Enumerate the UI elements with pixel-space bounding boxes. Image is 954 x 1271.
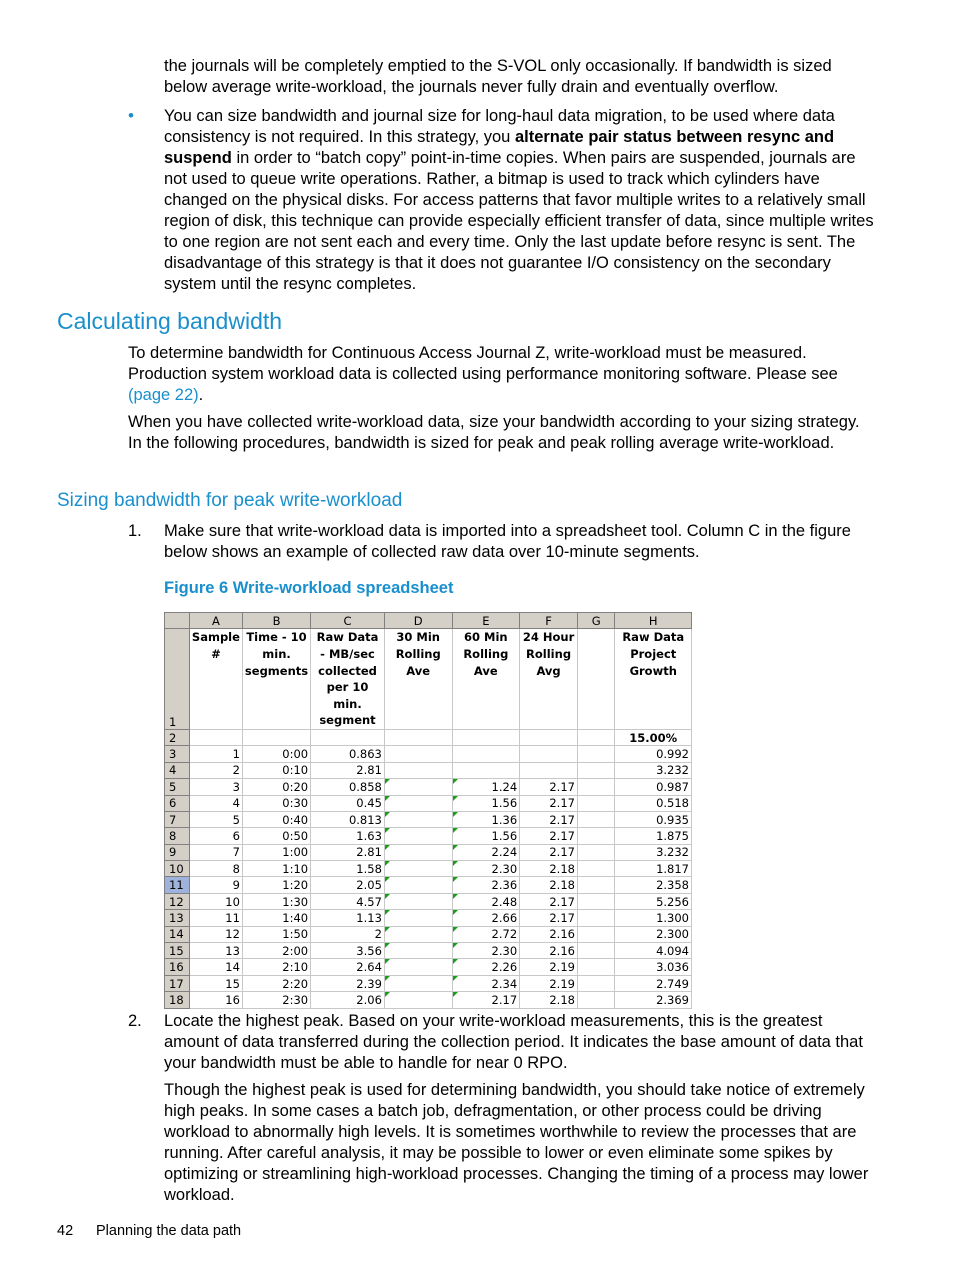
sample-cell[interactable]: 14 <box>189 959 242 975</box>
row-header[interactable]: 3 <box>165 746 190 762</box>
sample-cell[interactable]: 9 <box>189 877 242 893</box>
time-cell[interactable]: 1:30 <box>242 893 310 909</box>
rolling-30-cell[interactable] <box>384 861 452 877</box>
rolling-30-cell[interactable] <box>384 943 452 959</box>
time-cell[interactable]: 1:20 <box>242 877 310 893</box>
cell[interactable] <box>452 729 520 745</box>
sample-cell[interactable]: 4 <box>189 795 242 811</box>
rolling-60-cell[interactable]: 2.48 <box>452 893 520 909</box>
rolling-24h-cell[interactable]: 2.16 <box>520 943 578 959</box>
rolling-60-cell[interactable]: 2.36 <box>452 877 520 893</box>
table-row <box>165 811 692 827</box>
step-2-text: Locate the highest peak. Based on your write-workload measurements, this is the greatest amount of data transferred during the collection period. It indicates the base amount of data that your bandwidth must be able to handle for near 0 RPO. <box>164 1012 863 1072</box>
header-row <box>165 629 692 730</box>
sample-cell[interactable]: 11 <box>189 910 242 926</box>
sample-cell[interactable]: 15 <box>189 975 242 991</box>
time-cell[interactable]: 2:00 <box>242 943 310 959</box>
column-header[interactable]: B <box>242 613 310 629</box>
rolling-24h-cell[interactable]: 2.17 <box>520 893 578 909</box>
cell[interactable] <box>577 975 615 991</box>
cell[interactable] <box>577 861 615 877</box>
time-cell[interactable]: 1:10 <box>242 861 310 877</box>
header-cell[interactable]: 30 Min Rolling Ave <box>384 629 452 730</box>
sample-cell[interactable]: 8 <box>189 861 242 877</box>
rolling-24h-cell[interactable]: 2.18 <box>520 861 578 877</box>
footer-section-name: Planning the data path <box>96 1223 242 1239</box>
rolling-30-cell[interactable] <box>384 779 452 795</box>
column-header[interactable]: E <box>452 613 520 629</box>
row-header[interactable]: 4 <box>165 762 190 778</box>
time-cell[interactable]: 1:00 <box>242 844 310 860</box>
raw-data-cell[interactable]: 0.813 <box>311 811 385 827</box>
sample-cell[interactable]: 7 <box>189 844 242 860</box>
spreadsheet-table <box>164 612 692 1009</box>
bullet-bold-text: alternate pair status between resync and suspend <box>164 128 835 167</box>
raw-data-cell[interactable]: 0.863 <box>311 746 385 762</box>
raw-data-cell[interactable]: 1.63 <box>311 828 385 844</box>
table-row <box>165 992 692 1008</box>
time-cell[interactable]: 0:30 <box>242 795 310 811</box>
rolling-24h-cell[interactable] <box>520 762 578 778</box>
table-row <box>165 779 692 795</box>
table-row <box>165 828 692 844</box>
time-cell[interactable]: 0:20 <box>242 779 310 795</box>
subsection-heading: Sizing bandwidth for peak write-workload <box>57 490 403 511</box>
table-row <box>165 910 692 926</box>
growth-row <box>165 729 692 745</box>
sample-cell[interactable]: 3 <box>189 779 242 795</box>
row-header[interactable]: 5 <box>165 779 190 795</box>
time-cell[interactable]: 0:40 <box>242 811 310 827</box>
time-cell[interactable]: 0:50 <box>242 828 310 844</box>
rolling-60-cell[interactable]: 2.17 <box>452 992 520 1008</box>
header-cell[interactable]: Time - 10 min. segments <box>242 629 310 730</box>
growth-cell[interactable]: 1.875 <box>615 828 692 844</box>
sample-cell[interactable]: 13 <box>189 943 242 959</box>
table-row <box>165 861 692 877</box>
row-header[interactable]: 10 <box>165 861 190 877</box>
raw-data-cell[interactable]: 1.58 <box>311 861 385 877</box>
rolling-60-cell[interactable]: 1.56 <box>452 795 520 811</box>
rolling-24h-cell[interactable]: 2.17 <box>520 811 578 827</box>
header-cell[interactable]: Raw Data - MB/sec collected per 10 min. segment <box>311 629 385 730</box>
cell[interactable] <box>189 729 242 745</box>
growth-cell[interactable]: 0.992 <box>615 746 692 762</box>
rolling-24h-cell[interactable]: 2.19 <box>520 975 578 991</box>
section-heading: Calculating bandwidth <box>57 308 283 334</box>
raw-data-cell[interactable]: 2.05 <box>311 877 385 893</box>
bullet-marker: • <box>128 106 134 125</box>
rolling-30-cell[interactable] <box>384 844 452 860</box>
time-cell[interactable]: 1:50 <box>242 926 310 942</box>
rolling-24h-cell[interactable]: 2.17 <box>520 795 578 811</box>
step-1-number: 1. <box>128 522 142 540</box>
raw-data-cell[interactable]: 2.81 <box>311 844 385 860</box>
rolling-60-cell[interactable]: 2.30 <box>452 861 520 877</box>
rolling-30-cell[interactable] <box>384 877 452 893</box>
rolling-30-cell[interactable] <box>384 975 452 991</box>
rolling-60-cell[interactable]: 1.36 <box>452 811 520 827</box>
column-header[interactable]: G <box>577 613 615 629</box>
row-header[interactable]: 15 <box>165 943 190 959</box>
column-header[interactable]: D <box>384 613 452 629</box>
spreadsheet-figure <box>164 612 692 1007</box>
raw-data-cell[interactable]: 1.13 <box>311 910 385 926</box>
page-link[interactable]: (page 22) <box>128 386 199 404</box>
table-row <box>165 943 692 959</box>
rolling-30-cell[interactable] <box>384 795 452 811</box>
rolling-24h-cell[interactable]: 2.17 <box>520 779 578 795</box>
cell[interactable] <box>577 811 615 827</box>
rolling-30-cell[interactable] <box>384 746 452 762</box>
growth-cell[interactable]: 3.036 <box>615 959 692 975</box>
time-cell[interactable]: 0:10 <box>242 762 310 778</box>
rolling-60-cell[interactable]: 2.30 <box>452 943 520 959</box>
table-row <box>165 975 692 991</box>
growth-cell[interactable]: 1.817 <box>615 861 692 877</box>
cell[interactable] <box>577 926 615 942</box>
raw-data-cell[interactable]: 2.06 <box>311 992 385 1008</box>
rolling-60-cell[interactable]: 2.34 <box>452 975 520 991</box>
rolling-30-cell[interactable] <box>384 828 452 844</box>
column-header[interactable]: F <box>520 613 578 629</box>
time-cell[interactable]: 2:30 <box>242 992 310 1008</box>
rolling-24h-cell[interactable]: 2.18 <box>520 992 578 1008</box>
growth-cell[interactable]: 4.094 <box>615 943 692 959</box>
table-row <box>165 959 692 975</box>
time-cell[interactable]: 1:40 <box>242 910 310 926</box>
rolling-60-cell[interactable]: 1.24 <box>452 779 520 795</box>
table-row <box>165 746 692 762</box>
table-row <box>165 926 692 942</box>
raw-data-cell[interactable]: 0.45 <box>311 795 385 811</box>
rolling-24h-cell[interactable]: 2.19 <box>520 959 578 975</box>
bullet-text-end: in order to “batch copy” point-in-time copies. When pairs are suspended, journals are not used to queue write operations. Rather, a bitmap is used to track which cylinders have changed on the physical disks. For access patterns that favor multiple writes to a relatively small region of disk, this technique can provide especially efficient transfer of data, since multiple writes to one region are not sent each and every time. Only the last update before resync is sent. The disadvantage of this strategy is that it does not guarantee I/O consistency on the secondary system until the resync completes. <box>164 149 874 293</box>
sample-cell[interactable]: 10 <box>189 893 242 909</box>
section-para1-end: . <box>198 386 204 404</box>
cell[interactable] <box>577 844 615 860</box>
rolling-30-cell[interactable] <box>384 762 452 778</box>
cell[interactable] <box>577 893 615 909</box>
row-header[interactable]: 14 <box>165 926 190 942</box>
sample-cell[interactable]: 12 <box>189 926 242 942</box>
header-cell[interactable]: Sample # <box>189 629 242 730</box>
row-header[interactable]: 1 <box>165 629 190 730</box>
raw-data-cell[interactable]: 3.56 <box>311 943 385 959</box>
raw-data-cell[interactable]: 2.39 <box>311 975 385 991</box>
cell[interactable] <box>577 959 615 975</box>
raw-data-cell[interactable]: 2.81 <box>311 762 385 778</box>
rolling-60-cell[interactable] <box>452 746 520 762</box>
section-para1-text: To determine bandwidth for Continuous Access Journal Z, write-workload must be measured. Production system workload data is collected using performance monitoring software. Please see <box>128 344 838 383</box>
sample-cell[interactable]: 6 <box>189 828 242 844</box>
rolling-30-cell[interactable] <box>384 910 452 926</box>
growth-cell[interactable]: 2.300 <box>615 926 692 942</box>
rolling-30-cell[interactable] <box>384 893 452 909</box>
growth-cell[interactable]: 1.300 <box>615 910 692 926</box>
header-cell[interactable]: 24 Hour Rolling Avg <box>520 629 578 730</box>
step-2-number: 2. <box>128 1012 142 1030</box>
row-header[interactable]: 6 <box>165 795 190 811</box>
rolling-24h-cell[interactable] <box>520 746 578 762</box>
time-cell[interactable]: 2:20 <box>242 975 310 991</box>
spreadsheet-body <box>165 746 692 1008</box>
sample-cell[interactable]: 1 <box>189 746 242 762</box>
raw-data-cell[interactable]: 0.858 <box>311 779 385 795</box>
cell[interactable] <box>577 779 615 795</box>
cell[interactable] <box>577 729 615 745</box>
growth-cell[interactable]: 0.935 <box>615 811 692 827</box>
rolling-24h-cell[interactable]: 2.17 <box>520 910 578 926</box>
cell[interactable] <box>242 729 310 745</box>
section-paragraph-1 <box>128 343 874 406</box>
cell[interactable] <box>577 828 615 844</box>
cell[interactable] <box>520 729 578 745</box>
row-header[interactable]: 16 <box>165 959 190 975</box>
header-cell[interactable]: 60 Min Rolling Ave <box>452 629 520 730</box>
rolling-30-cell[interactable] <box>384 959 452 975</box>
raw-data-cell[interactable]: 4.57 <box>311 893 385 909</box>
figure-caption: Figure 6 Write-workload spreadsheet <box>164 579 454 597</box>
sample-cell[interactable]: 16 <box>189 992 242 1008</box>
step-2-paragraph: Though the highest peak is used for determining bandwidth, you should take notice of extremely high peaks. In some cases a batch job, defragmentation, or other process could be driving workload to abnormally high levels. It is sometimes worthwhile to review the processes that are running. After careful analysis, it may be possible to lower or even eliminate some spikes by optimizing or streamlining high-workload processes. Changing the timing of a process may lower workload. <box>164 1081 869 1204</box>
bullet-text-start: You can size bandwidth and journal size for long-haul data migration, to be used where data consistency is not required. In this strategy, you <box>164 107 835 146</box>
corner-cell[interactable] <box>165 613 190 629</box>
column-header[interactable]: H <box>615 613 692 629</box>
row-header[interactable]: 2 <box>165 729 190 745</box>
rolling-60-cell[interactable] <box>452 762 520 778</box>
time-cell[interactable]: 0:00 <box>242 746 310 762</box>
growth-cell[interactable]: 5.256 <box>615 893 692 909</box>
column-header-row <box>165 613 692 629</box>
row-header[interactable]: 18 <box>165 992 190 1008</box>
table-row <box>165 762 692 778</box>
cell[interactable] <box>577 943 615 959</box>
bullet-paragraph <box>164 106 874 295</box>
cell[interactable] <box>577 877 615 893</box>
table-row <box>165 893 692 909</box>
cell[interactable] <box>311 729 385 745</box>
cell[interactable] <box>577 746 615 762</box>
time-cell[interactable]: 2:10 <box>242 959 310 975</box>
table-row <box>165 844 692 860</box>
row-header[interactable]: 11 <box>165 877 190 893</box>
rolling-30-cell[interactable] <box>384 926 452 942</box>
rolling-60-cell[interactable]: 1.56 <box>452 828 520 844</box>
growth-cell[interactable]: 3.232 <box>615 844 692 860</box>
section-paragraph-2: When you have collected write-workload data, size your bandwidth according to your sizing strategy. In the following procedures, bandwidth is sized for peak and peak rolling average write-workload. <box>128 413 860 452</box>
cell[interactable] <box>384 729 452 745</box>
cell[interactable] <box>577 762 615 778</box>
rolling-24h-cell[interactable]: 2.17 <box>520 828 578 844</box>
rolling-60-cell[interactable]: 2.66 <box>452 910 520 926</box>
cell[interactable] <box>577 910 615 926</box>
growth-cell[interactable]: 2.358 <box>615 877 692 893</box>
row-header[interactable]: 9 <box>165 844 190 860</box>
rolling-60-cell[interactable]: 2.72 <box>452 926 520 942</box>
row-header[interactable]: 8 <box>165 828 190 844</box>
column-header[interactable]: C <box>311 613 385 629</box>
raw-data-cell[interactable]: 2.64 <box>311 959 385 975</box>
rolling-24h-cell[interactable]: 2.16 <box>520 926 578 942</box>
rolling-60-cell[interactable]: 2.26 <box>452 959 520 975</box>
growth-cell[interactable]: 2.749 <box>615 975 692 991</box>
row-header[interactable]: 12 <box>165 893 190 909</box>
header-cell[interactable] <box>577 629 615 730</box>
row-header[interactable]: 13 <box>165 910 190 926</box>
header-cell[interactable]: Raw Data Project Growth <box>615 629 692 730</box>
column-header[interactable]: A <box>189 613 242 629</box>
sample-cell[interactable]: 5 <box>189 811 242 827</box>
step-1-text: Make sure that write-workload data is imported into a spreadsheet tool. Column C in the figure below shows an example of collected raw data over 10-minute segments. <box>164 522 851 561</box>
rolling-60-cell[interactable]: 2.24 <box>452 844 520 860</box>
page-number: 42 <box>57 1223 74 1239</box>
rolling-24h-cell[interactable]: 2.17 <box>520 844 578 860</box>
row-header[interactable]: 7 <box>165 811 190 827</box>
growth-rate-cell[interactable]: 15.00% <box>615 729 692 745</box>
growth-cell[interactable]: 3.232 <box>615 762 692 778</box>
sample-cell[interactable]: 2 <box>189 762 242 778</box>
table-row <box>165 877 692 893</box>
growth-cell[interactable]: 2.369 <box>615 992 692 1008</box>
intro-paragraph: the journals will be completely emptied to the S-VOL only occasionally. If bandwidth is sized below average write-workload, the journals never fully drain and eventually overflow. <box>164 57 832 96</box>
raw-data-cell[interactable]: 2 <box>311 926 385 942</box>
growth-cell[interactable]: 0.518 <box>615 795 692 811</box>
table-row <box>165 795 692 811</box>
cell[interactable] <box>577 992 615 1008</box>
growth-cell[interactable]: 0.987 <box>615 779 692 795</box>
cell[interactable] <box>577 795 615 811</box>
rolling-30-cell[interactable] <box>384 992 452 1008</box>
row-header[interactable]: 17 <box>165 975 190 991</box>
rolling-30-cell[interactable] <box>384 811 452 827</box>
rolling-24h-cell[interactable]: 2.18 <box>520 877 578 893</box>
